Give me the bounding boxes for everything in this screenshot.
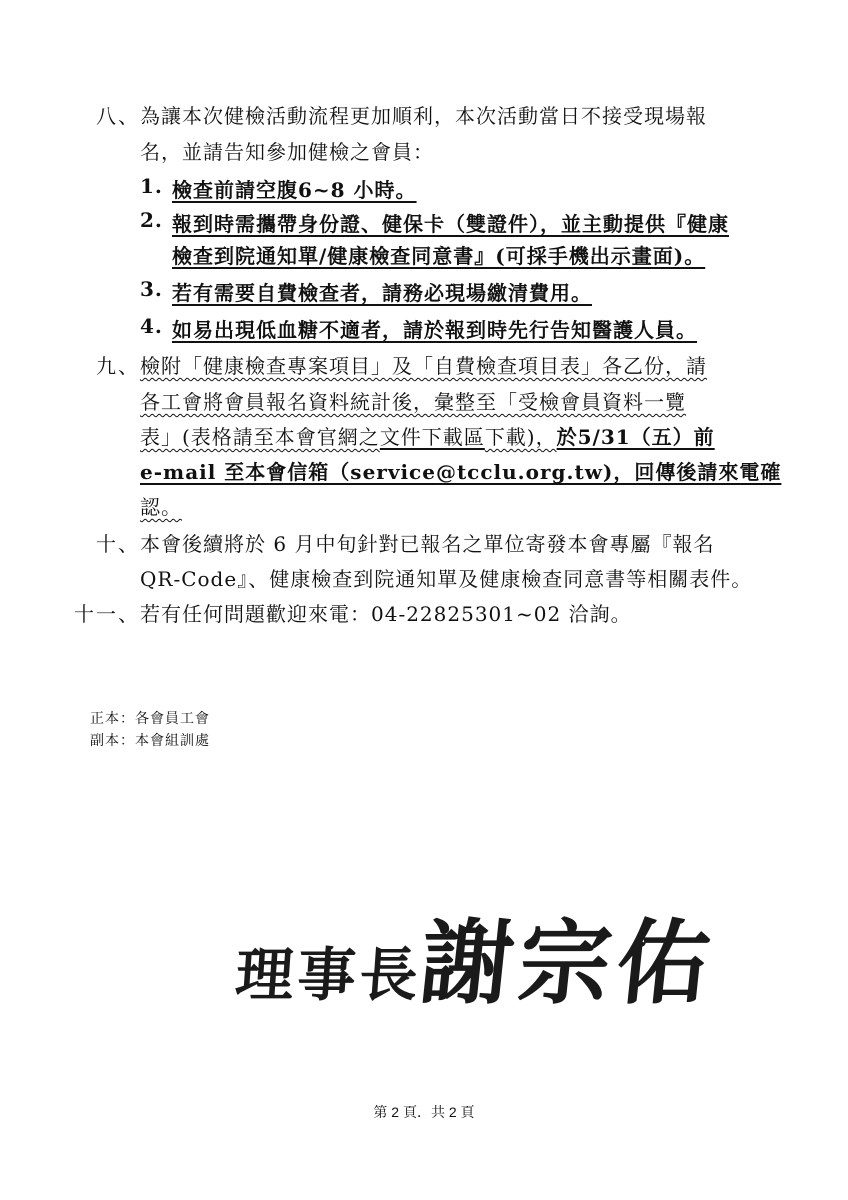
section-8-number: 八、 <box>96 104 140 128</box>
item-2-text-line-1: 報到時需攜帶身份證、健保卡（雙證件），並主動提供『健康 <box>172 212 729 236</box>
section-9-line-3-part-a: 表」(表格請至本會官網之 <box>140 425 380 449</box>
section-8-intro-line-1: 為讓本次健檢活動流程更加順利，本次活動當日不接受現場報 <box>140 104 707 128</box>
chairman-signature-stamp <box>233 890 721 1017</box>
signature-name: 謝宗佑 <box>415 909 721 1017</box>
item-4-number: 4. <box>140 314 163 338</box>
section-9-number: 九、 <box>96 354 140 378</box>
section-9-line-4: e-mail 至本會信箱（service@tcclu.org.tw)，回傳後請來電確 <box>140 460 782 484</box>
section-11-line-1: 若有任何問題歡迎來電：04-22825301~02 洽詢。 <box>140 602 632 626</box>
section-10-line-1: 本會後續將於 6 月中旬針對已報名之單位寄發本會專屬『報名 <box>140 532 715 556</box>
item-3-text: 若有需要自費檢查者，請務必現場繳清費用。 <box>172 281 592 305</box>
item-4-text: 如易出現低血糖不適者，請於報到時先行告知醫護人員。 <box>172 318 697 342</box>
item-1-text: 檢查前請空腹6~8 小時。 <box>172 178 417 202</box>
page-number-footer: 第 2 頁．共 2 頁 <box>373 1104 475 1120</box>
original-recipients: 正本：各會員工會 <box>90 711 210 727</box>
section-10-line-2: QR-Code』、健康檢查到院通知單及健康檢查同意書等相關表件。 <box>140 567 753 591</box>
item-2-text-line-2: 檢查到院通知單/健康檢查同意書』(可採手機出示畫面)。 <box>172 244 706 268</box>
section-9-line-5: 認。 <box>140 495 182 519</box>
item-2-number: 2. <box>140 208 163 232</box>
section-9-line-3-part-c: 下載)， <box>484 425 557 449</box>
section-10-number: 十、 <box>96 532 140 556</box>
section-9-line-1: 檢附「健康檢查專案項目」及「自費檢查項目表」各乙份，請 <box>140 354 707 378</box>
section-9-line-3 <box>140 421 715 450</box>
section-9-line-2: 各工會將會員報名資料統計後，彙整至「受檢會員資料一覽 <box>140 390 686 414</box>
section-11-number: 十一、 <box>74 602 140 626</box>
deadline-text: 於5/31（五）前 <box>556 425 715 449</box>
item-1-number: 1. <box>140 174 163 198</box>
item-3-number: 3. <box>140 277 163 301</box>
copy-recipients: 副本：本會組訓處 <box>90 733 210 749</box>
signature-title: 理事長 <box>233 941 425 1009</box>
download-area-link[interactable]: 文件下載區 <box>379 425 485 449</box>
section-8-intro-line-2: 名，並請告知參加健檢之會員： <box>140 140 434 164</box>
